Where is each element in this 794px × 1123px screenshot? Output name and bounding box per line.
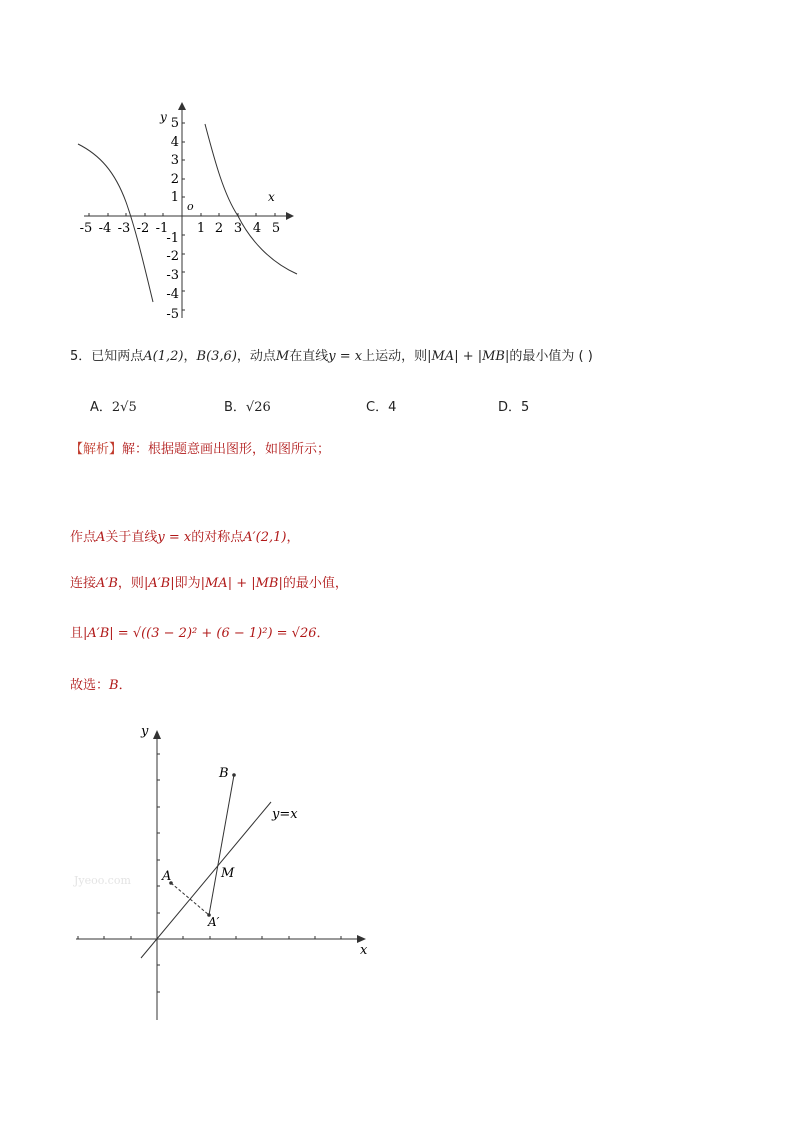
x-tick-label: 3 [233, 221, 243, 236]
x-tick-label: 2 [214, 221, 224, 236]
distance-formula: |A′B| = √((3 − 2)² + (6 − 1)²) = √26 [83, 626, 317, 641]
point-b [232, 773, 236, 777]
point-a: A(1,2) [143, 349, 184, 364]
x-tick-label: -3 [117, 221, 131, 236]
solution-tag: 【解析】 [70, 442, 123, 457]
option-value: 2√5 [111, 400, 137, 415]
line-label: y=x [272, 807, 298, 822]
y-tick-label: -2 [166, 249, 179, 264]
option-letter: A． [90, 400, 112, 415]
option-value: √26 [245, 400, 271, 415]
x-tick-label: -5 [79, 221, 93, 236]
y-axis-label: y [141, 724, 149, 739]
x-axis-arrow [357, 935, 366, 943]
x-axis-arrow [286, 212, 294, 220]
origin-label: o [187, 200, 194, 213]
point-m-label: M [221, 866, 235, 881]
distance-expression: |MA| + |MB| [427, 349, 510, 364]
solution-line-4: 且|A′B| = √((3 − 2)² + (6 − 1)²) = √26． [70, 626, 330, 641]
x-tick-label: -1 [155, 221, 169, 236]
line-y-equals-x [141, 802, 271, 958]
question-5: 5．已知两点A(1,2)，B(3,6)，动点M在直线y = x上运动，则|MA| + |MB|的最小值为 ( ) [70, 349, 593, 364]
x-tick-label: 5 [271, 221, 281, 236]
y-tick-label: 4 [170, 135, 179, 150]
y-tick-label: 2 [170, 172, 179, 187]
option-c[interactable] [366, 396, 396, 415]
point-m: M [275, 349, 290, 364]
y-axis-arrow [153, 730, 161, 739]
point-a-label: A [162, 869, 172, 884]
x-tick-label: -2 [136, 221, 150, 236]
option-a[interactable] [90, 396, 137, 415]
x-axis-label: x [360, 943, 368, 958]
x-axis-label: x [268, 190, 275, 204]
line-equation: y = x [328, 349, 363, 364]
solution-line-5: 故选：B． [70, 678, 132, 693]
option-b[interactable] [224, 396, 271, 415]
option-value: 4 [388, 400, 397, 415]
option-letter: C． [366, 400, 389, 415]
x-tick-label: 4 [252, 221, 262, 236]
point-b-label: B [219, 766, 229, 781]
point-a-prime-label: A′ [208, 915, 220, 929]
point-b: B(3,6) [196, 349, 237, 364]
question-number: 5． [70, 349, 92, 364]
solution-line-2: 作点A关于直线y = x的对称点A′(2,1)， [70, 530, 300, 545]
y-tick-label: 3 [170, 153, 179, 168]
y-tick-label: -5 [166, 307, 179, 322]
option-letter: D． [498, 400, 522, 415]
watermark: Jyeoo.com [74, 874, 131, 887]
x-tick-label: 1 [196, 221, 206, 236]
option-letter: B． [224, 400, 246, 415]
segment-a-prime-b [209, 775, 234, 915]
y-tick-label: -4 [166, 287, 179, 302]
y-tick-label: -1 [166, 231, 179, 246]
reflection-diagram [70, 720, 380, 1030]
y-tick-label: 1 [170, 190, 179, 205]
question-text: 已知两点 [91, 349, 144, 364]
y-tick-label: 5 [170, 116, 179, 131]
right-branch-curve [205, 124, 297, 274]
function-graph [70, 100, 310, 325]
option-d[interactable] [498, 396, 529, 415]
answer: B [109, 678, 119, 693]
x-tick-label: -4 [98, 221, 112, 236]
y-axis-label: y [160, 110, 167, 124]
solution-line-1: 【解析】解：根据题意画出图形，如图所示； [70, 442, 331, 457]
y-axis-arrow [178, 102, 186, 110]
solution-line-3: 连接A′B，则|A′B|即为|MA| + |MB|的最小值， [70, 576, 348, 591]
option-value: 5 [521, 400, 530, 415]
y-tick-label: -3 [166, 268, 179, 283]
